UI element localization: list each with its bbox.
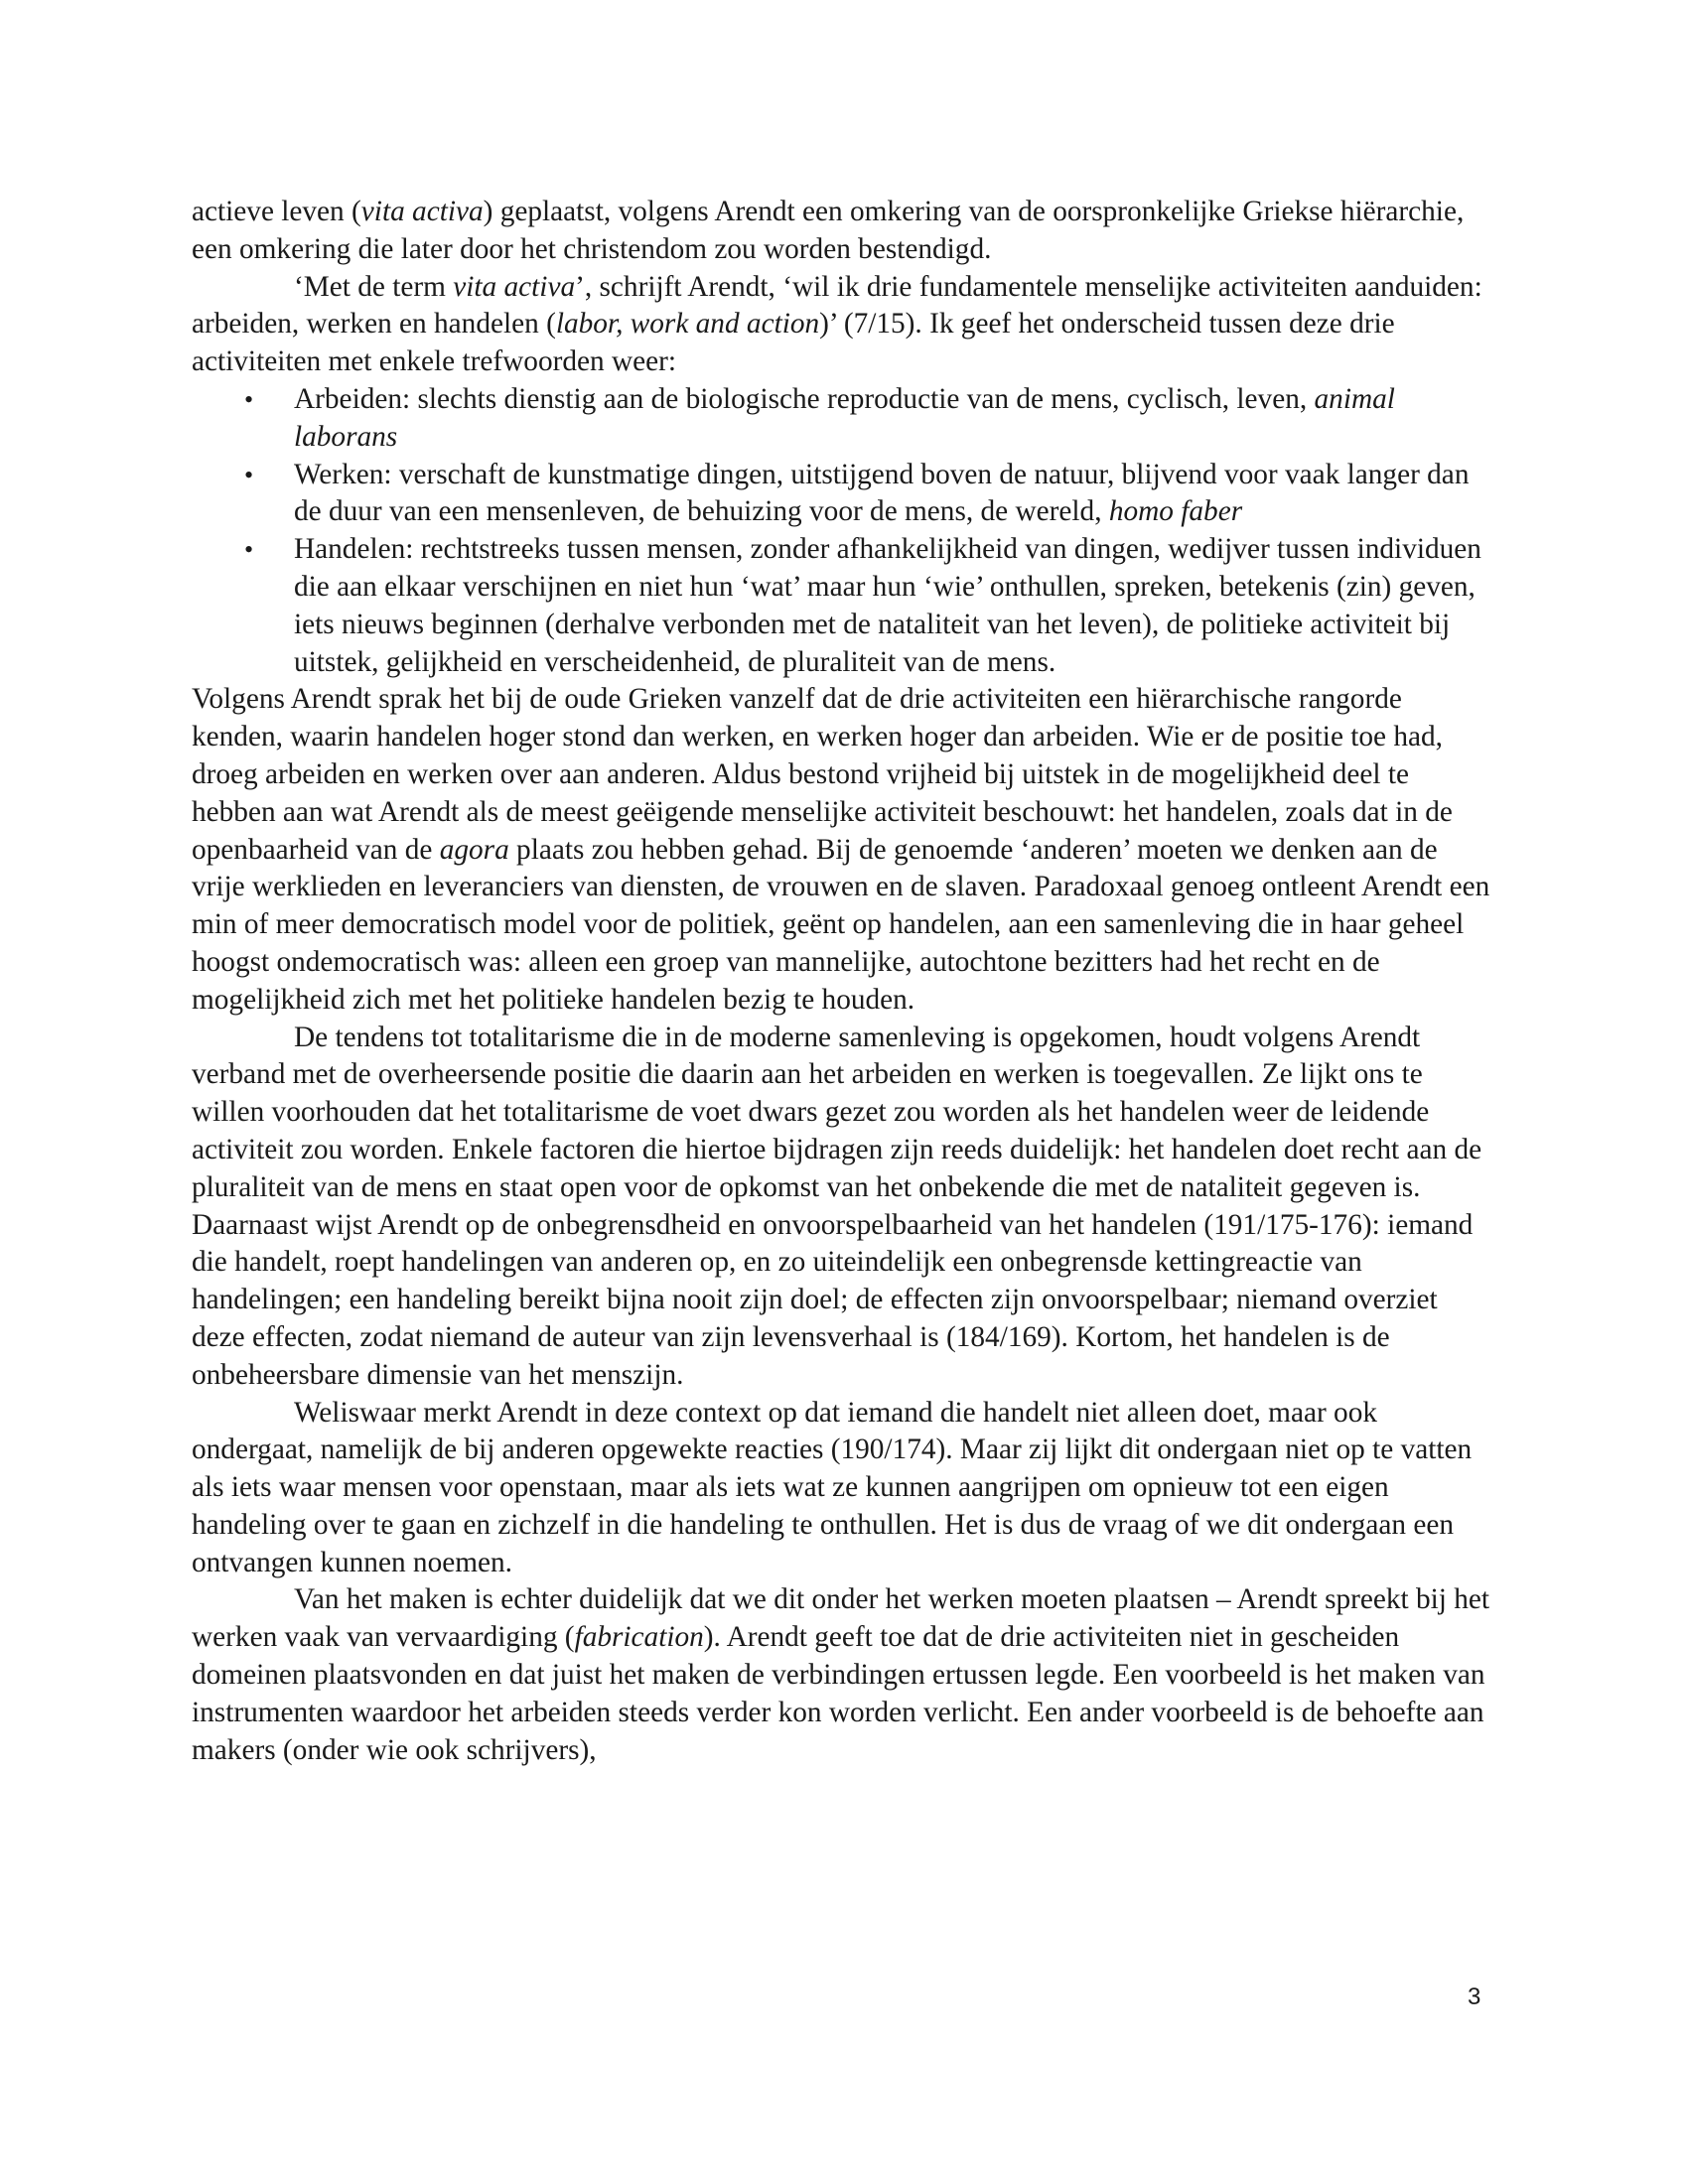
italic-term: agora — [439, 833, 509, 866]
list-item-werken — [192, 457, 1492, 532]
page-number: 3 — [1468, 1983, 1481, 2010]
text-run: plaats zou hebben gehad. Bij de genoemde ‘anderen’ moeten we denken aan de vrije werklieden en leveranciers van diensten, de vrouwen en de slaven. Paradoxaal genoeg ontleent Arendt een min of meer democratisch model voor de politiek, geënt op handelen, aan een samenleving die in haar geheel hoogst ondemocratisch was: alleen een groep van mannelijke, autochtone bezitters had het recht en de mogelijkheid zich met het politieke handelen bezig te houden. — [192, 833, 1490, 1016]
paragraph-6 — [192, 1581, 1492, 1769]
italic-term: homo faber — [1108, 495, 1243, 528]
list-item-handelen — [192, 531, 1492, 681]
paragraph-1 — [192, 194, 1492, 269]
italic-term: animal laborans — [294, 382, 1395, 453]
italic-term: vita activa — [360, 196, 484, 227]
bullet-icon: • — [244, 384, 254, 414]
text-run: Van het maken is echter duidelijk dat we dit onder het werken moeten plaatsen – Arendt spreekt bij het werken vaak van vervaardiging ( — [192, 1583, 1490, 1654]
text-run: )’ (7/15). Ik geef het onderscheid tussen deze drie activiteiten met enkele trefwoorden weer: — [192, 308, 1395, 378]
body-text — [192, 194, 1492, 1769]
paragraph-4: De tendens tot totalitarisme die in de moderne samenleving is opgekomen, houdt volgens Arendt verband met de overheersende positie die daarin aan het arbeiden en werken is toegevallen. Ze lijkt ons te willen voorhouden dat het totalitarisme de voet dwars gezet zou worden als het handelen weer de leidende activiteit zou worden. Enkele factoren die hiertoe bijdragen zijn reeds duidelijk: het handelen doet recht aan de pluraliteit van de mens en staat open voor de opkomst van het onbekende die met de nataliteit gegeven is. Daarnaast wijst Arendt op de onbegrensdheid en onvoorspelbaarheid van het handelen (191/175-176): iemand die handelt, roept handelingen van anderen op, en zo uiteindelijk een onbegrensde kettingreactie van handelingen; een handeling bereikt bijna nooit zijn doel; de effecten zijn onvoorspelbaar; niemand overziet deze effecten, zodat niemand de auteur van zijn levensverhaal is (184/169). Kortom, het handelen is de onbeheersbare dimensie van het menszijn. — [192, 1021, 1482, 1391]
list-item-text: Handelen: rechtstreeks tussen mensen, zonder afhankelijkheid van dingen, wedijver tussen individuen die aan elkaar verschijnen en niet hun ‘wat’ maar hun ‘wie’ onthullen, spreken, betekenis (zin) geven, iets nieuws beginnen (derhalve verbonden met de nataliteit van het leven), de politieke activiteit bij uitstek, gelijkheid en verscheidenheid, de pluraliteit van de mens. — [294, 533, 1481, 678]
paragraph-3 — [192, 681, 1492, 1019]
text-run: actieve leven ( — [192, 196, 361, 227]
text-run: ). Arendt geeft toe dat de drie activiteiten niet in gescheiden domeinen plaatsvonden en dat juist het maken de verbindingen ertussen legde. Een voorbeeld is het maken van instrumenten waardoor het arbeiden steeds verder kon worden verlicht. Een ander voorbeeld is de behoefte aan makers (onder wie ook schrijvers), — [192, 1621, 1485, 1766]
paragraph-5: Weliswaar merkt Arendt in deze context op dat iemand die handelt niet alleen doet, maar ook ondergaat, namelijk de bij anderen opgewekte reacties (190/174). Maar zij lijkt dit ondergaan niet op te vatten als iets waar mensen voor openstaan, maar als iets wat ze kunnen aangrijpen om opnieuw tot een eigen handeling over te gaan en zichzelf in die handeling te onthullen. Het is dus de vraag of we dit ondergaan een ontvangen kunnen noemen. — [192, 1396, 1473, 1578]
paragraph-2 — [192, 269, 1492, 381]
list-item-text: Arbeiden: slechts dienstig aan de biologische reproductie van de mens, cyclisch, leven, — [294, 382, 1315, 415]
italic-term: vita activa — [453, 270, 576, 303]
activities-list — [192, 381, 1492, 681]
text-run: ’, schrijft Arendt, ‘wil ik drie fundamentele menselijke activiteiten aanduiden: arbeiden, werken en handelen ( — [192, 270, 1482, 341]
text-run: ‘Met de term — [294, 270, 454, 303]
italic-term: fabrication — [574, 1621, 704, 1654]
text-run: ) geplaatst, volgens Arendt een omkering van de oorspronkelijke Griekse hiërarchie, een omkering die later door het christendom zou worden bestendigd. — [192, 196, 1465, 265]
list-item-arbeiden — [192, 381, 1492, 457]
italic-term: labor, work and action — [555, 308, 820, 341]
bullet-icon: • — [244, 460, 254, 489]
bullet-icon: • — [244, 535, 254, 565]
list-item-text: Werken: verschaft de kunstmatige dingen, uitstijgend boven de natuur, blijvend voor vaak langer dan de duur van een mensenleven, de behuizing voor de mens, de wereld, — [294, 458, 1470, 528]
text-run: Volgens Arendt sprak het bij de oude Grieken vanzelf dat de drie activiteiten een hiërarchische rangorde kenden, waarin handelen hoger stond dan werken, en werken hoger dan arbeiden. Wie er de positie toe had, droeg arbeiden en werken over aan anderen. Aldus bestond vrijheid bij uitstek in de mogelijkheid deel te hebben aan wat Arendt als de meest geëigende menselijke activiteit beschouwt: het handelen, zoals dat in de openbaarheid van de — [192, 683, 1453, 866]
